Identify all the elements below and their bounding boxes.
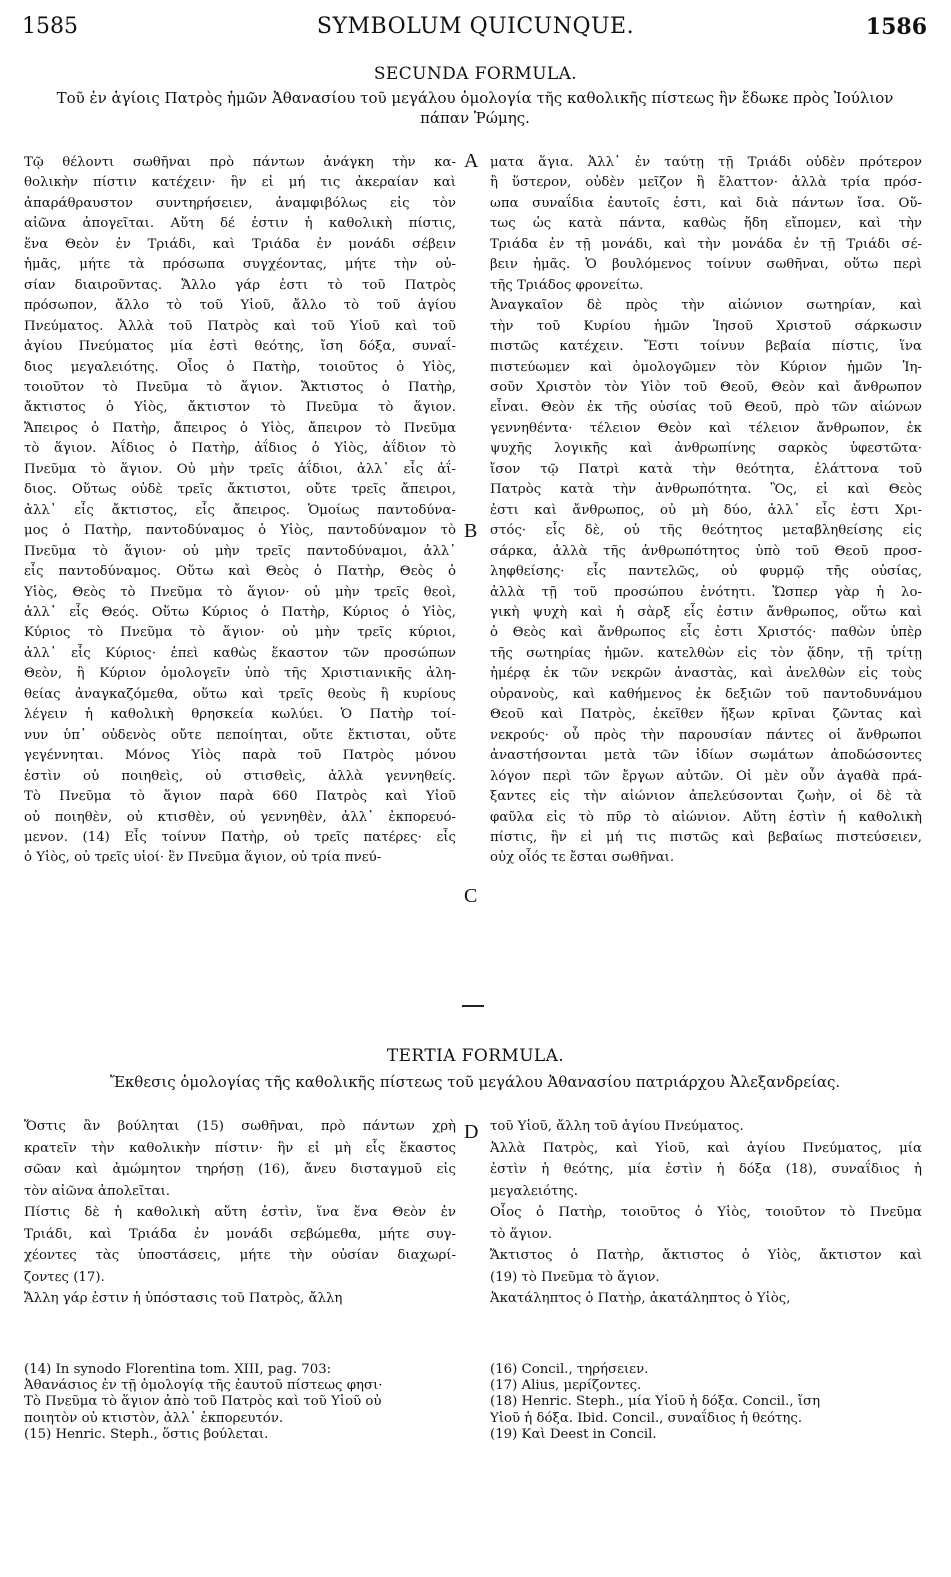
- text-line: εἷς παντοδύναμος. Οὕτω καὶ Θεὸς ὁ Πατὴρ, Θεὸς ὁ: [24, 564, 456, 580]
- text-line: γεννηθέντα· τέλειον Θεὸν καὶ τέλειον ἄνθρωπον, ἐκ: [490, 420, 922, 436]
- text-line: μενον. (14) Εἷς τοίνυν Πατὴρ, οὐ τρεῖς πατέρες· εἷς: [24, 829, 456, 845]
- secunda-right-column: [490, 153, 922, 869]
- text-line: ἐστὶν ἡ θεότης, μία ἐστὶν ἡ δόξα (18), συναΐδιος ἡ: [490, 1162, 922, 1177]
- text-line: τὸ ἅγιον. Ἀΐδιος ὁ Πατὴρ, ἀΐδιος ὁ Υἱὸς, ἀΐδιον τὸ: [24, 441, 456, 457]
- margin-letter-a: A: [464, 150, 479, 172]
- text-line: ἡμᾶς, μήτε τὰ πρόσωπα συγχέοντας, μήτε τὴν οὐ-: [24, 257, 456, 273]
- margin-letter-c: C: [464, 885, 478, 907]
- subtitle-line: πάπαν Ῥώμης.: [420, 109, 530, 127]
- text-line: ξαντες εἰς τὴν αἰώνιον ἀπελεύσονται ζωὴν, οἱ δὲ τὰ: [490, 789, 922, 805]
- text-line: θείας ἀναγκαζόμεθα, οὕτω καὶ τρεῖς θεοὺς ἢ κυρίους: [24, 686, 456, 702]
- text-line: κρατεῖν τὴν καθολικὴν πίστιν· ἣν εἰ μὴ εἷς ἕκαστος: [24, 1140, 456, 1156]
- text-line: πρόσωπον, ἄλλο τὸ τοῦ Υἱοῦ, ἄλλο τὸ τοῦ ἁγίου: [24, 298, 456, 314]
- text-line: ἁγίου Πνεύματος μία ἐστὶ θεότης, ἴση δόξα, συναΐ-: [24, 339, 456, 355]
- footnote-line: (16) Concil., τηρήσειεν.: [490, 1362, 649, 1377]
- text-line: οὐχ οἷός τε ἔσται σωθῆναι.: [490, 850, 675, 866]
- text-line: Ἀκατάληπτος ὁ Πατὴρ, ἀκατάληπτος ὁ Υἱὸς,: [490, 1291, 791, 1306]
- text-line: ἡμέρᾳ ἐκ τῶν νεκρῶν ἀναστὰς, καὶ ἀνελθὼν εἰς τοὺς: [490, 666, 922, 682]
- text-line: λόγον περὶ τῶν ἔργων αὐτῶν. Οἱ μὲν οὖν ἀγαθὰ πρά-: [490, 768, 922, 784]
- text-line: τὴν τοῦ Κυρίου ἡμῶν Ἰησοῦ Χριστοῦ σάρκωσιν: [490, 318, 922, 334]
- text-line: Ἀλλὰ Πατρὸς, καὶ Υἱοῦ, καὶ ἁγίου Πνεύματος, μία: [490, 1140, 922, 1156]
- text-line: ζοντες (17).: [24, 1269, 105, 1285]
- page-number-left: 1585: [22, 14, 78, 39]
- text-line: Θεὸν, ἢ Κύριον ὁμολογεῖν ὑπὸ τῆς Χριστιανικῆς ἀλη-: [24, 666, 456, 682]
- text-line: αἰῶνα ἀπογεῖται. Αὕτη δέ ἐστιν ἡ καθολικὴ πίστις,: [24, 216, 456, 232]
- text-line: ἀλλ᾽ εἷς Κύριος· ἐπεὶ καθὼς ἕκαστον τῶν προσώπων: [24, 645, 456, 661]
- text-line: σοῦν Χριστὸν τὸν Υἱὸν τοῦ Θεοῦ, Θεὸν καὶ ἄνθρωπον: [490, 379, 922, 395]
- margin-letter-d: D: [464, 1121, 479, 1143]
- text-line: Τὸ Πνεῦμα τὸ ἅγιον παρὰ 660 Πατρὸς καὶ Υἱοῦ: [24, 789, 456, 805]
- text-line: θολικὴν πίστιν κατέχειν· ἣν εἰ μή τις ἀκεραίαν καὶ: [24, 175, 456, 191]
- text-line: ὁ Θεὸς καὶ ἄνθρωπος εἷς ἐστι Χριστός· παθὼν ὑπὲρ: [490, 625, 922, 641]
- text-line: (19) τὸ Πνεῦμα τὸ ἅγιον.: [490, 1269, 660, 1285]
- text-line: ἐστὶν οὐ ποιηθεὶς, οὐ στισθεὶς, ἀλλὰ γεννηθείς.: [24, 768, 456, 784]
- text-line: ἀλλ᾽ εἷς Θεός. Οὕτω Κύριος ὁ Πατὴρ, Κύριος ὁ Υἱὸς,: [24, 604, 456, 620]
- text-line: τοιοῦτον τὸ Πνεῦμα τὸ ἅγιον. Ἄκτιστος ὁ Πατὴρ,: [24, 379, 456, 395]
- text-line: ψυχῆς λογικῆς καὶ ἀνθρωπίνης σαρκὸς ὑφεστῶτα·: [490, 441, 922, 457]
- section-title-secunda: SECUNDA FORMULA.: [373, 64, 578, 84]
- text-line: Κύριος τὸ Πνεῦμα τὸ ἅγιον· οὐ μὴν τρεῖς κύριοι,: [24, 625, 456, 641]
- text-line: Ὅστις ἂν βούληται (15) σωθῆναι, πρὸ πάντων χρὴ: [24, 1119, 456, 1134]
- text-line: ἀπαράθραυστον συντηρήσειεν, ἀναμφιβόλως εἰς τὸν: [24, 195, 456, 211]
- text-line: Ἄκτιστος ὁ Πατὴρ, ἄκτιστος ὁ Υἱὸς, ἄκτιστον καὶ: [490, 1248, 922, 1263]
- text-line: Υἱὸς, Θεὸς τὸ Πνεῦμα τὸ ἅγιον· οὐ μὴν τρεῖς θεοὶ,: [24, 584, 456, 600]
- text-line: Πνεῦμα τὸ ἅγιον· οὐ μὴν τρεῖς παντοδύναμοι, ἀλλ᾽: [24, 543, 456, 559]
- footnote-line: Υἱοῦ ἡ δόξα. Ibid. Concil., συναΐδιος ἡ θεότης.: [490, 1410, 803, 1426]
- section-title-tertia: TERTIA FORMULA.: [386, 1046, 565, 1066]
- text-line: ἕνα Θεὸν ἐν Τριάδι, καὶ Τριάδα ἐν μονάδι σέβειν: [24, 236, 456, 252]
- margin-letter-b: B: [464, 520, 478, 542]
- text-line: Θεοῦ καὶ Πατρὸς, ἐκεῖθεν ἥξων κρῖναι ζῶντας καὶ: [490, 707, 922, 723]
- text-line: ωπα συναΐδια ἑαυτοῖς ἐστι, καὶ διὰ πάντων ἴσα. Οὕ-: [490, 195, 922, 211]
- text-line: χέοντες τὰς ὑποστάσεις, μήτε τὴν οὐσίαν διαχωρί-: [24, 1248, 456, 1263]
- text-line: διος μεγαλειότης. Οἷος ὁ Πατὴρ, τοιοῦτος ὁ Υἱὸς,: [24, 359, 456, 375]
- text-line: ἀλλ᾽ εἷς ἄκτιστος, εἷς ἄπειρος. Ὁμοίως παντοδύνα-: [24, 502, 456, 518]
- footnotes-left: [24, 1362, 456, 1443]
- text-line: σῶαν καὶ ἀμώμητον τηρήσῃ (16), ἄνευ δισταγμοῦ εἰς: [24, 1162, 456, 1177]
- text-line: πιστεύωμεν καὶ ὁμολογῶμεν τὸν Κύριον ἡμῶν Ἰη-: [490, 359, 922, 375]
- text-line: οὐ ποιηθὲν, οὐ κτισθὲν, οὐ γεννηθὲν, ἀλλ᾽ ἐκπορευό-: [24, 809, 456, 825]
- text-line: ἄκτιστος ὁ Υἱὸς, ἄκτιστον τὸ Πνεῦμα τὸ ἅγιον.: [24, 400, 456, 416]
- tertia-left-column: [24, 1116, 456, 1310]
- footnotes-right: [490, 1362, 922, 1443]
- text-line: διος. Οὕτως οὐδὲ τρεῖς ἄκτιστοι, οὔτε τρεῖς ἄπειροι,: [24, 482, 456, 498]
- text-line: γεγέννηται. Μόνος Υἱὸς παρὰ τοῦ Πατρὸς μόνου: [24, 748, 456, 764]
- text-line: φαῦλα εἰς τὸ πῦρ τὸ αἰώνιον. Αὕτη ἐστὶν ἡ καθολικὴ: [490, 809, 922, 825]
- text-line: πιστῶς κατέχειν. Ἔστι τοίνυν βεβαία πίστις, ἵνα: [490, 339, 922, 355]
- text-line: Ἄλλη γάρ ἐστιν ἡ ὑπόστασις τοῦ Πατρὸς, ἄλλη: [24, 1291, 343, 1306]
- text-line: πίστις, ἣν εἰ μή τις πιστῶς καὶ βεβαίως πιστεύσειεν,: [490, 829, 922, 845]
- text-line: τῆς Τριάδος φρονείτω.: [490, 277, 644, 293]
- secunda-left-column: [24, 153, 456, 869]
- text-line: ματα ἅγια. Ἀλλ᾽ ἐν ταύτῃ τῇ Τριάδι οὐδὲν πρότερον: [490, 155, 922, 170]
- text-line: τως ὡς κατὰ πάντα, καθὼς ἤδη εἴπομεν, καὶ τὴν: [490, 216, 922, 232]
- text-line: Πίστις δὲ ἡ καθολικὴ αὕτη ἐστὶν, ἵνα ἕνα Θεὸν ἐν: [24, 1205, 456, 1220]
- text-line: σίαν διαιροῦντας. Ἄλλο γάρ ἐστι τὸ τοῦ Πατρὸς: [24, 277, 456, 293]
- text-line: νεκρούς· οὗ πρὸς τὴν παρουσίαν πάντες οἱ ἄνθρωποι: [490, 727, 922, 743]
- section-subtitle-secunda: [30, 88, 920, 128]
- text-line: ἀλλὰ τῇ τοῦ προσώπου ἑνότητι. Ὥσπερ γὰρ ἡ λο-: [490, 584, 922, 600]
- footnote-line: (19) Καὶ Deest in Concil.: [490, 1426, 657, 1442]
- text-line: ἢ ὕστερον, οὐδὲν μεῖζον ἢ ἔλαττον· ἀλλὰ τρία πρόσ-: [490, 175, 922, 191]
- text-line: ἐστι καὶ ἄνθρωπος, οὐ μὴ δύο, ἀλλ᾽ εἷς ἐστι Χρι-: [490, 502, 922, 518]
- section-subtitle-tertia: Ἔκθεσις ὁμολογίας τῆς καθολικῆς πίστεως τοῦ μεγάλου Ἀθανασίου πατριάρχου Ἀλεξανδρείας.: [109, 1073, 841, 1091]
- footnote-line: (14) In synodo Florentina tom. XIII, pag. 703:: [24, 1362, 332, 1377]
- footnote-line: (18) Henric. Steph., μία Υἱοῦ ἡ δόξα. Concil., ἴση: [490, 1394, 821, 1410]
- text-line: Ἀναγκαῖον δὲ πρὸς τὴν αἰώνιον σωτηρίαν, καὶ: [490, 298, 922, 314]
- text-line: οὐρανοὺς, καὶ καθήμενος ἐκ δεξιῶν τοῦ παντοδυνάμου: [490, 686, 922, 702]
- text-line: τῆς σωτηρίας ἡμῶν. κατελθὼν εἰς τὸν ᾅδην, τῇ τρίτῃ: [490, 645, 922, 661]
- footnote-line: (15) Henric. Steph., ὅστις βούλεται.: [24, 1426, 269, 1442]
- section-divider: [462, 1005, 484, 1007]
- footnote-line: Ἀθανάσιος ἐν τῇ ὁμολογίᾳ τῆς ἑαυτοῦ πίστεως φησι·: [24, 1378, 383, 1394]
- text-line: τὸν αἰῶνα ἀπολεῖται.: [24, 1183, 171, 1199]
- tertia-right-column: [490, 1116, 922, 1310]
- text-line: βειν ἡμᾶς. Ὁ βουλόμενος τοίνυν σωθῆναι, οὕτω περὶ: [490, 257, 922, 273]
- text-line: Οἷος ὁ Πατὴρ, τοιοῦτος ὁ Υἱὸς, τοιοῦτον τὸ Πνεῦμα: [490, 1205, 922, 1220]
- footnote-line: ποιητὸν οὐ κτιστὸν, ἀλλ᾽ ἐκπορευτόν.: [24, 1410, 284, 1426]
- text-line: Τριάδα ἐν τῇ μονάδι, καὶ τὴν μονάδα ἐν τῇ Τριάδι σέ-: [490, 236, 922, 252]
- text-line: σάρκα, ἀλλὰ τῆς ἀνθρωπότητος ὑπὸ τοῦ Θεοῦ προσ-: [490, 543, 922, 559]
- text-line: τὸ ἅγιον.: [490, 1226, 553, 1242]
- text-line: μος ὁ Πατὴρ, παντοδύναμος ὁ Υἱὸς, παντοδύναμον τὸ: [24, 523, 456, 539]
- text-line: τοῦ Υἱοῦ, ἄλλη τοῦ ἁγίου Πνεύματος.: [490, 1119, 744, 1134]
- text-line: Τριάδι, καὶ Τριάδα ἐν μονάδι σεβώμεθα, μήτε συγ-: [24, 1226, 456, 1242]
- text-line: Ἄπειρος ὁ Πατὴρ, ἄπειρος ὁ Υἱὸς, ἄπειρον τὸ Πνεῦμα: [24, 420, 456, 436]
- text-line: ληφθείσης· εἷς παντελῶς, οὐ φυρμῷ τῆς οὐσίας,: [490, 564, 922, 580]
- text-line: Πνεύματος. Ἀλλὰ τοῦ Πατρὸς καὶ τοῦ Υἱοῦ καὶ τοῦ: [24, 318, 456, 334]
- text-line: ἴσον τῷ Πατρὶ κατὰ τὴν θεότητα, ἐλάττονα τοῦ: [490, 461, 922, 477]
- subtitle-line: Τοῦ ἐν ἁγίοις Πατρὸς ἡμῶν Ἀθανασίου τοῦ μεγάλου ὁμολογία τῆς καθολικῆς πίστεως ἣν ἔδωκε πρὸς Ἰούλιον: [56, 89, 894, 107]
- footnote-line: Τὸ Πνεῦμα τὸ ἅγιον ἀπὸ τοῦ Πατρὸς καὶ τοῦ Υἱοῦ οὐ: [24, 1394, 382, 1410]
- text-line: ἀναστήσονται μετὰ τῶν ἰδίων σωμάτων ἀποδώσοντες: [490, 748, 922, 764]
- text-line: νυν ὑπ᾽ οὐδενὸς οὔτε πεποίηται, οὔτε ἔκτισται, οὔτε: [24, 727, 456, 743]
- text-line: Τῷ θέλοντι σωθῆναι πρὸ πάντων ἀνάγκη τὴν κα-: [24, 155, 456, 170]
- text-line: μεγαλειότης.: [490, 1183, 578, 1199]
- running-title: SYMBOLUM QUICUNQUE.: [316, 14, 635, 39]
- text-line: στός· εἷς δὲ, οὐ τῆς θεότητος μεταβληθείσης εἰς: [490, 523, 922, 539]
- text-line: Πνεῦμα τὸ ἅγιον. Οὐ μὴν τρεῖς ἀΐδιοι, ἀλλ᾽ εἷς ἀΐ-: [24, 461, 456, 477]
- page-number-right: 1586: [865, 14, 927, 40]
- footnote-line: (17) Alius, μερίζοντες.: [490, 1378, 642, 1394]
- text-line: εἶναι. Θεὸν ἐκ τῆς οὐσίας τοῦ Θεοῦ, πρὸ τῶν αἰώνων: [490, 400, 922, 416]
- text-line: Πατρὸς κατὰ τὴν ἀνθρωπότητα. Ὃς, εἰ καὶ Θεὸς: [490, 482, 922, 498]
- text-line: λέγειν ἡ καθολικὴ θρησκεία κωλύει. Ὁ Πατὴρ τοί-: [24, 707, 456, 723]
- text-line: ὁ Υἱὸς, οὐ τρεῖς υἱοί· ἓν Πνεῦμα ἅγιον, οὐ τρία πνεύ-: [24, 850, 382, 866]
- text-line: γικὴ ψυχὴ καὶ ἡ σὰρξ εἷς ἐστιν ἄνθρωπος, οὕτω καὶ: [490, 604, 922, 620]
